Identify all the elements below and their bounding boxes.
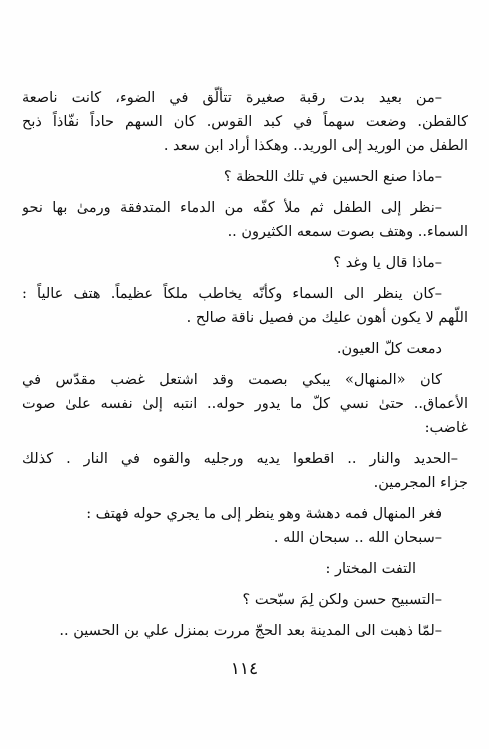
text-line: الأعماق.. حتىٰ نسي كلّ ما يدور حوله.. انتبه إلىٰ نفسه علىٰ صوت <box>22 396 468 412</box>
body-text <box>22 86 468 643</box>
text-line: السماء.. وهتف بصوت سمعه الكثيرون .. <box>227 224 468 240</box>
text-line: –كان ينظر الى السماء وكأنّه يخاطب ملكاً عظيماً. هتف عالياً : <box>22 286 442 302</box>
text-line: كالقطن. وضعت سهماً في كبد القوس. كان السهم حاداً نفّاذاً ذبح <box>22 114 468 130</box>
text-line: –لمّا ذهبت الى المدينة بعد الحجّ مررت بمنزل علي بن الحسين .. <box>59 623 442 639</box>
text-line: اللّهم لا يكون أهون عليك من فصيل ناقة صالح . <box>186 310 468 326</box>
page-number: ١١٤ <box>230 659 259 679</box>
text-line: دمعت كلّ العيون. <box>336 341 442 357</box>
text-line: –نظر إلى الطفل ثم ملأ كفّه من الدماء المتدفقة ورمىٰ بها نحو <box>22 200 442 216</box>
text-line: –التسبيح حسن ولكن لِمَ سبّحت ؟ <box>242 592 442 608</box>
text-line: –من بعيد بدت رقبة صغيرة تتألّق في الضوء، كانت ناصعة <box>22 90 442 106</box>
text-line: –سبحان الله .. سبحان الله . <box>273 530 442 546</box>
text-line: فغر المنهال فمه دهشة وهو ينظر إلى ما يجري حوله فهتف : <box>86 506 442 522</box>
text-line: غاضب: <box>424 420 468 436</box>
text-line: التفت المختار : <box>325 561 416 577</box>
text-line: –ماذا قال يا وغد ؟ <box>333 255 442 271</box>
text-line: الطفل من الوريد إلى الوريد.. وهكذا أراد ابن سعد . <box>163 138 468 154</box>
text-line: –الحديد والنار .. اقطعوا يديه ورجليه والقوه في النار . كذلك <box>22 451 458 467</box>
text-line: كان «المنهال» يبكي بصمت وقد اشتعل غضب مقدّس في <box>22 372 442 388</box>
text-line: –ماذا صنع الحسين في تلك اللحظة ؟ <box>223 169 442 185</box>
text-line: جزاء المجرمين. <box>373 475 468 491</box>
